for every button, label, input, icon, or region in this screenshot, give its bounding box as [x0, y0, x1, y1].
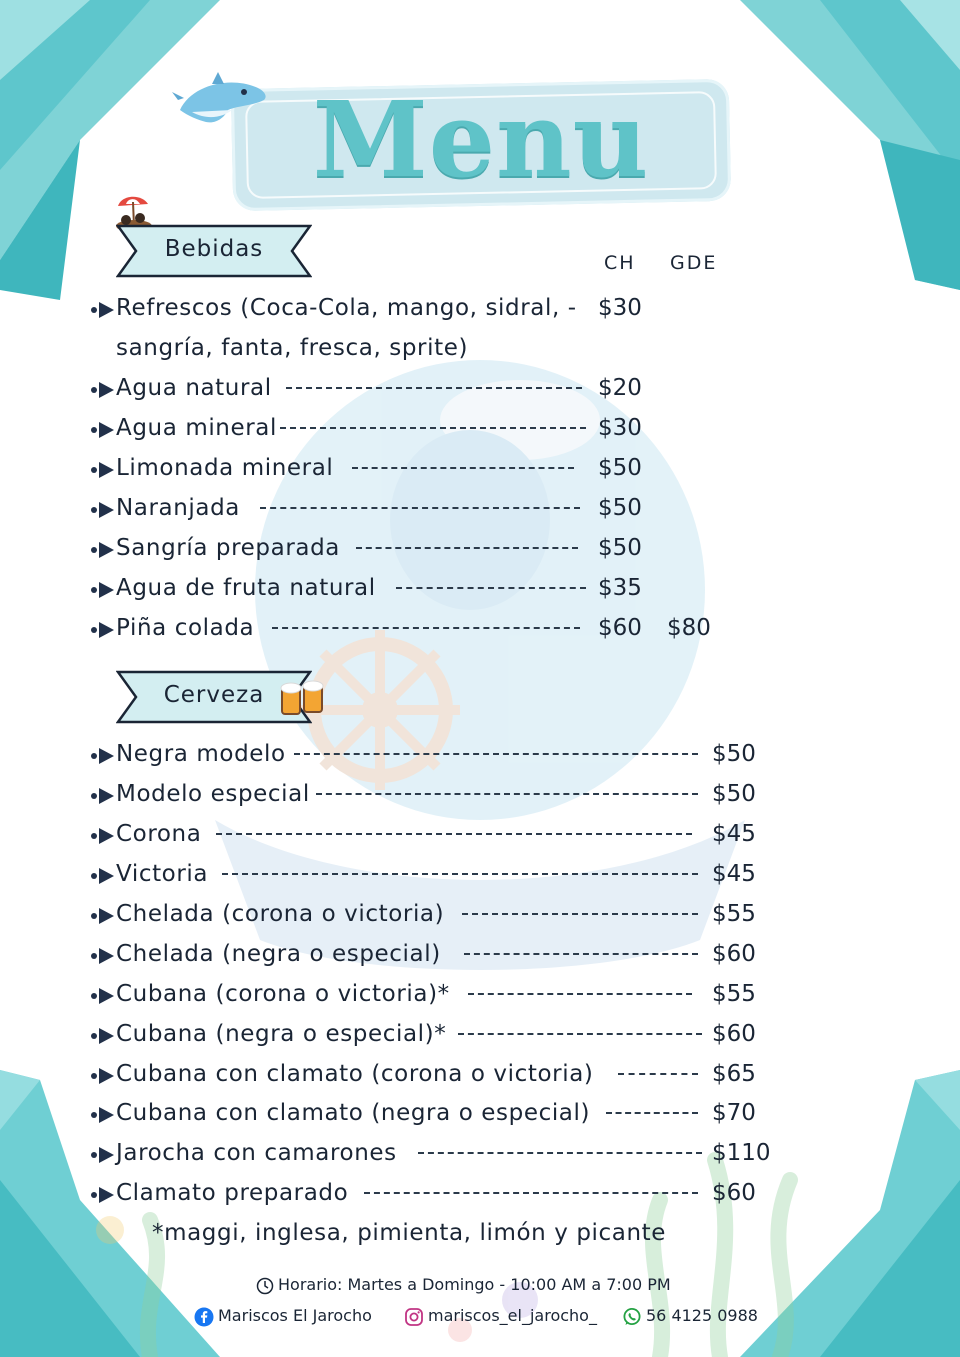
dot-leader [316, 793, 698, 795]
dot-leader [222, 873, 698, 875]
dot-leader [356, 547, 578, 549]
item-price-ch: $60 [598, 615, 642, 641]
arrow-bullet-icon [90, 1185, 116, 1203]
arrow-bullet-icon [90, 300, 116, 318]
hours-line [256, 1273, 671, 1297]
item-price: $60 [712, 1180, 756, 1206]
dot-leader [294, 753, 698, 755]
item-price-ch: $35 [598, 575, 642, 601]
item-price: $45 [712, 821, 756, 847]
list-item [90, 568, 590, 608]
item-price: $55 [712, 981, 756, 1007]
item-name: Piña colada [116, 615, 255, 641]
dot-leader [462, 913, 698, 915]
arrow-bullet-icon [90, 786, 116, 804]
item-name: Cubana con clamato (corona o victoria) [116, 1061, 594, 1087]
dot-leader [272, 627, 580, 629]
list-item [90, 1093, 700, 1133]
item-name: Jarocha con camarones [116, 1140, 397, 1166]
dot-leader [464, 953, 698, 955]
dot-leader [396, 587, 586, 589]
item-name: Cubana (negra o especial)* [116, 1021, 447, 1047]
item-price: $110 [712, 1140, 771, 1166]
arrow-bullet-icon [90, 946, 116, 964]
whatsapp-icon [622, 1307, 642, 1327]
section-label-cerveza: Cerveza [163, 682, 265, 708]
arrow-bullet-icon [90, 460, 116, 478]
list-item [90, 814, 700, 854]
item-name: Chelada (negra o especial) [116, 941, 441, 967]
arrow-bullet-icon [90, 866, 116, 884]
item-name: Chelada (corona o victoria) [116, 901, 445, 927]
dot-leader [418, 1152, 702, 1154]
list-item [90, 934, 700, 974]
beer-mugs-icon [278, 676, 328, 718]
item-price: $50 [712, 781, 756, 807]
arrow-bullet-icon [90, 500, 116, 518]
item-name: Agua natural [116, 375, 272, 401]
list-item [90, 894, 700, 934]
dot-leader [216, 833, 692, 835]
list-item [90, 854, 700, 894]
list-item [90, 448, 590, 488]
arrow-bullet-icon [90, 746, 116, 764]
arrow-bullet-icon [90, 986, 116, 1004]
item-name: Refrescos (Coca-Cola, mango, sidral, - [116, 295, 577, 321]
list-item [90, 488, 590, 528]
arrow-bullet-icon [90, 1066, 116, 1084]
item-name: Limonada mineral [116, 455, 334, 481]
facebook-link[interactable] [194, 1304, 372, 1328]
list-item [90, 1054, 700, 1094]
arrow-bullet-icon [90, 1026, 116, 1044]
dot-leader [468, 993, 692, 995]
item-name: Corona [116, 821, 202, 847]
list-item [90, 288, 610, 328]
section-label-bebidas: Bebidas [164, 236, 264, 262]
dot-leader [286, 387, 582, 389]
arrow-bullet-icon [90, 580, 116, 598]
item-price: $65 [712, 1061, 756, 1087]
list-item [90, 1173, 700, 1213]
section-tag-bebidas [116, 224, 312, 278]
item-price: $60 [712, 941, 756, 967]
item-name: Agua de fruta natural [116, 575, 376, 601]
arrow-bullet-icon [90, 906, 116, 924]
item-price-ch: $30 [598, 295, 642, 321]
item-name: Clamato preparado [116, 1180, 349, 1206]
clock-icon [256, 1277, 274, 1295]
condiments-note: *maggi, inglesa, pimienta, limón y picante [152, 1220, 667, 1246]
facebook-icon [194, 1307, 214, 1327]
dot-leader [606, 1112, 698, 1114]
whatsapp-number: 56 4125 0988 [646, 1306, 758, 1325]
item-name-line2: sangría, fanta, fresca, sprite) [116, 335, 469, 361]
list-item [90, 734, 700, 774]
item-price-ch: $50 [598, 495, 642, 521]
item-price-ch: $30 [598, 415, 642, 441]
dot-leader [618, 1073, 698, 1075]
column-header-ch: CH [604, 252, 636, 274]
item-name: Agua mineral [116, 415, 277, 441]
item-name: Negra modelo [116, 741, 286, 767]
arrow-bullet-icon [90, 380, 116, 398]
dot-leader [260, 507, 580, 509]
item-name: Victoria [116, 861, 209, 887]
item-price-ch: $20 [598, 375, 642, 401]
instagram-handle: mariscos_el_jarocho_ [428, 1306, 597, 1325]
list-item-continuation [90, 328, 610, 368]
arrow-bullet-icon [90, 620, 116, 638]
item-name: Sangría preparada [116, 535, 340, 561]
dot-leader [280, 427, 586, 429]
item-name: Naranjada [116, 495, 241, 521]
arrow-bullet-icon [90, 1105, 116, 1123]
page-title: Menu [312, 78, 650, 201]
item-price: $60 [712, 1021, 756, 1047]
dot-leader [364, 1192, 698, 1194]
arrow-bullet-icon [90, 420, 116, 438]
list-item [90, 1014, 704, 1054]
list-item [90, 368, 590, 408]
list-item [90, 974, 700, 1014]
item-price: $55 [712, 901, 756, 927]
list-item [90, 528, 590, 568]
item-price-ch: $50 [598, 455, 642, 481]
dot-leader [352, 467, 574, 469]
instagram-icon [404, 1307, 424, 1327]
dolphin-icon [172, 70, 270, 130]
item-price: $45 [712, 861, 756, 887]
facebook-handle: Mariscos El Jarocho [218, 1306, 372, 1325]
list-item [90, 1133, 704, 1173]
arrow-bullet-icon [90, 1145, 116, 1163]
item-price: $70 [712, 1100, 756, 1126]
hours-text: Horario: Martes a Domingo - 10:00 AM a 7:00 PM [278, 1275, 671, 1294]
item-name: Cubana (corona o victoria)* [116, 981, 450, 1007]
item-name: Modelo especial [116, 781, 310, 807]
item-price: $50 [712, 741, 756, 767]
dot-leader [458, 1033, 702, 1035]
list-item [90, 408, 590, 448]
arrow-bullet-icon [90, 826, 116, 844]
list-item [90, 774, 700, 814]
item-name: Cubana con clamato (negra o especial) [116, 1100, 591, 1126]
list-item [90, 608, 590, 648]
item-price-gde: $80 [667, 615, 711, 641]
instagram-link[interactable] [404, 1304, 597, 1328]
whatsapp-link[interactable] [622, 1304, 758, 1328]
column-header-gde: GDE [670, 252, 718, 274]
item-price-ch: $50 [598, 535, 642, 561]
arrow-bullet-icon [90, 540, 116, 558]
